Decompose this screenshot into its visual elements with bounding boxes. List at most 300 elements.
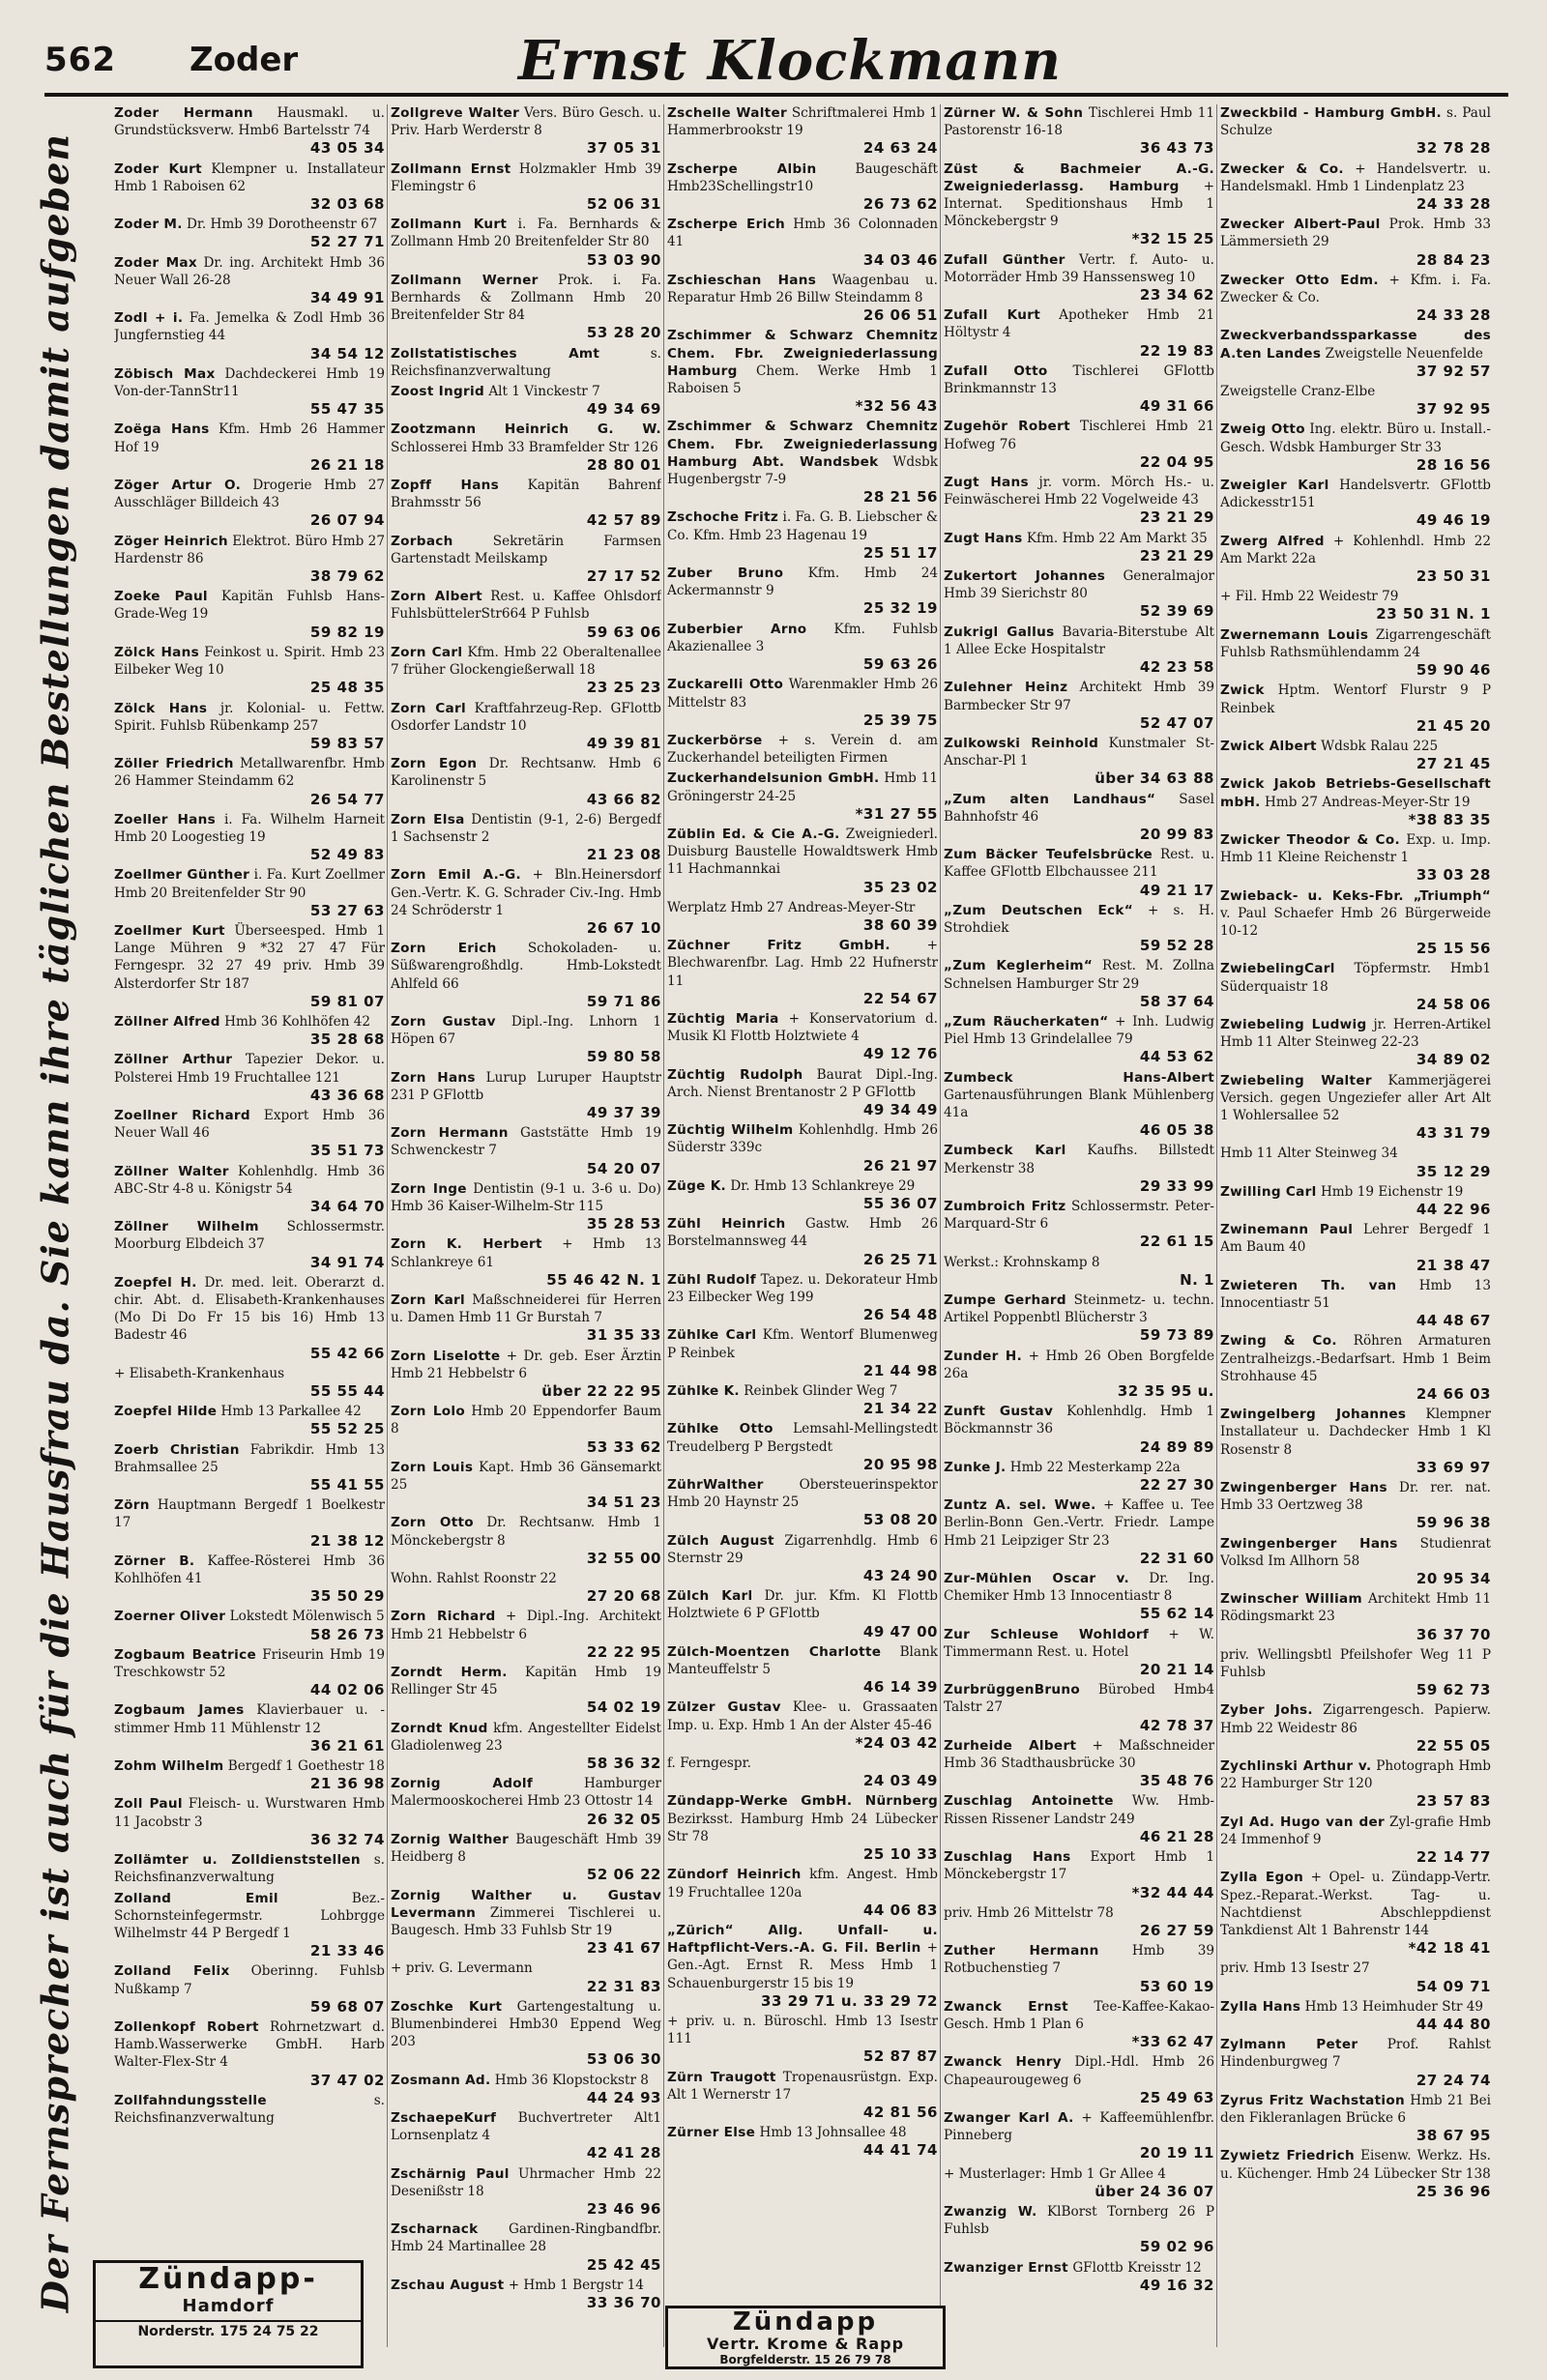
- entry-details: Fleisch- u. Wurstwaren Hmb 11 Jacobstr 3: [114, 1796, 385, 1830]
- entry-name: Züchtig Rudolph: [667, 1066, 803, 1083]
- entry-details: kfm. Angest. Hmb 19 Fruchtallee 120a: [667, 1867, 938, 1901]
- directory-entry: [114, 1107, 385, 1160]
- directory-entry: [1220, 216, 1491, 269]
- entry-name: Zwernemann Louis: [1220, 626, 1369, 643]
- directory-entry: [1220, 1757, 1491, 1811]
- entry-name: Züblin Ed. & Cie A.-G.: [667, 826, 840, 842]
- entry-details: + Dr. geb. Eser Ärztin Hmb 21 Hebbelstr 6: [391, 1348, 661, 1381]
- entry-name: Zywietz Friedrich: [1220, 2148, 1356, 2164]
- directory-entry: [114, 1757, 385, 1792]
- entry-name: ZurbrüggenBruno: [944, 1682, 1080, 1698]
- phone-number: 25 15 56: [1416, 940, 1491, 958]
- entry-details: + Kaffee u. Tee Berlin-Bonn Gen.-Vertr. Friedr. Lampe Hmb 21 Leipziger Str 23: [944, 1497, 1214, 1549]
- entry-name: Zwingenberger Hans: [1220, 1535, 1398, 1552]
- phone-number: 37 47 02: [309, 2071, 385, 2089]
- directory-entry: [944, 1292, 1214, 1345]
- directory-entry: [1220, 1535, 1491, 1588]
- entry-details: Hmb 11 Alter Steinweg 34: [1220, 1146, 1398, 1162]
- directory-entry: [944, 1348, 1214, 1401]
- directory-entry: [114, 1218, 385, 1271]
- entry-name: Züchtig Wilhelm: [667, 1122, 794, 1139]
- entry-details: Kaufhs. Billstedt Merkenstr 38: [944, 1143, 1214, 1176]
- directory-entry: [114, 104, 385, 158]
- directory-entry: [391, 1720, 661, 1773]
- entry-details: Gaststätte Hmb 19 Schwenckestr 7: [391, 1125, 661, 1159]
- phone-number: 59 02 96: [1139, 2238, 1214, 2256]
- entry-name: Zumpe Gerhard: [944, 1292, 1066, 1308]
- column-divider: [663, 104, 664, 2347]
- phone-number: 49 16 32: [1139, 2276, 1214, 2294]
- entry-details: Dr. Hmb 13 Schlankreye 29: [730, 1177, 916, 1194]
- entry-name: Zöllner Walter: [114, 1163, 229, 1179]
- entry-details: s. Reichsfinanzverwaltung: [114, 1852, 385, 1886]
- entry-name: Zollmann Werner: [391, 272, 539, 288]
- entry-name: Zwanck Ernst: [944, 1998, 1068, 2015]
- entry-name: Zorndt Herm.: [391, 1665, 508, 1681]
- entry-name: Zorn Richard: [391, 1609, 496, 1625]
- phone-number: 35 50 29: [309, 1587, 385, 1606]
- entry-details: Zigarrenhdlg. Hmb 6 Sternstr 29: [667, 1532, 938, 1566]
- phone-number: 21 23 08: [586, 846, 661, 864]
- entry-name: Züchtig Maria: [667, 1010, 779, 1027]
- phone-number: 36 37 70: [1416, 1625, 1491, 1643]
- directory-entry: [114, 533, 385, 586]
- phone-number: 33 69 97: [1416, 1458, 1491, 1476]
- entry-name: Zwinscher William: [1220, 1591, 1362, 1608]
- entry-name: Zwanzig W.: [944, 2203, 1037, 2220]
- phone-number: 42 81 56: [862, 2103, 938, 2121]
- ad-title: Zündapp-: [138, 2262, 318, 2296]
- entry-details: Sasel Bahnhofstr 46: [944, 791, 1214, 825]
- directory-entry: [944, 1459, 1214, 1494]
- entry-details: Hptm. Wentorf Flurstr 9 P Reinbek: [1220, 682, 1491, 716]
- phone-number: 37 92 57: [1416, 362, 1491, 380]
- directory-entry: [944, 1792, 1214, 1845]
- entry-details: Hausmakl. u. Grundstücksverw. Hmb6 Bartelsstr 74: [114, 105, 385, 139]
- directory-entry: [1220, 104, 1491, 158]
- entry-details: Buchvertreter Alt1 Lornsenplatz 4: [391, 2109, 661, 2144]
- directory-entry: [944, 735, 1214, 788]
- phone-number: 52 06 31: [586, 195, 661, 214]
- entry-name: Zoder Kurt: [114, 160, 202, 177]
- phone-number: 24 33 28: [1416, 195, 1491, 214]
- directory-entry: [944, 2259, 1214, 2294]
- phone-number: über 34 63 88: [1095, 769, 1214, 788]
- phone-number: 24 58 06: [1416, 995, 1491, 1013]
- phone-number: 25 39 75: [862, 711, 938, 729]
- directory-entry: [944, 363, 1214, 416]
- phone-number: 26 54 77: [309, 790, 385, 808]
- entry-name: Zweckbild - Hamburg GmbH.: [1220, 105, 1442, 121]
- entry-details: Reinbek Glinder Weg 7: [744, 1383, 898, 1400]
- directory-entry: [114, 644, 385, 697]
- entry-details: Kfm. Hmb 22 Oberaltenallee 7 früher Glockengießerwall 18: [391, 644, 661, 679]
- phone-number: 26 06 51: [862, 306, 938, 325]
- ad-subtitle: Vertr. Krome & Rapp: [706, 2335, 905, 2353]
- phone-number: 46 14 39: [862, 1678, 938, 1697]
- entry-name: Zurheide Albert: [944, 1737, 1077, 1754]
- entry-name: ZührWalther: [667, 1477, 764, 1494]
- phone-number: 23 46 96: [586, 2199, 661, 2218]
- entry-name: Zyber Johs.: [1220, 1702, 1313, 1719]
- directory-entry: [114, 1795, 385, 1848]
- entry-details: Gartengestaltung u. Blumenbinderei Hmb30 Eppend Weg 203: [391, 1998, 661, 2050]
- directory-entry: [114, 1013, 385, 1048]
- entry-details: Vertr. f. Auto- u. Motorräder Hmb 39 Hanssensweg 10: [944, 251, 1214, 285]
- entry-details: Dentistin (9-1 u. 3-6 u. Do) Hmb 36 Kaiser-Wilhelm-Str 115: [391, 1180, 661, 1214]
- phone-number: 32 03 68: [309, 195, 385, 214]
- directory-entry: [667, 1121, 938, 1175]
- directory-entry: [667, 1792, 938, 1863]
- entry-name: Zugt Hans: [944, 530, 1023, 546]
- entry-name: Zoder Hermann: [114, 105, 253, 121]
- phone-number: 52 27 71: [309, 233, 385, 251]
- entry-details: + Kfm. i. Fa. Zwecker & Co.: [1220, 272, 1491, 306]
- entry-details: Gardinen-Ringbandfbr. Hmb 24 Martinallee 28: [391, 2221, 661, 2255]
- phone-number: 23 34 62: [1139, 286, 1214, 305]
- phone-number: 22 54 67: [862, 989, 938, 1007]
- directory-entry: [944, 1403, 1214, 1456]
- entry-details: Sekretärin Farmsen Gartenstadt Meilskamp: [391, 533, 661, 566]
- entry-details: Klavierbauer u. -stimmer Hmb 11 Mühlenstr 12: [114, 1702, 385, 1736]
- entry-details: Kammerjägerei Versich. gegen Ungeziefer aller Art Alt 1 Wohlersallee 52: [1220, 1072, 1491, 1123]
- phone-number: 38 67 95: [1416, 2127, 1491, 2145]
- entry-details: Lurup Luruper Hauptstr 231 P GFlottb: [391, 1069, 661, 1103]
- phone-number: *32 15 25: [1131, 230, 1214, 248]
- entry-details: kfm. Angestellter Eidelst Gladiolenweg 23: [391, 1720, 661, 1754]
- entry-details: priv. Hmb 13 Isestr 27: [1220, 1960, 1370, 1977]
- directory-entry: [667, 1587, 938, 1640]
- phone-number: 43 66 82: [586, 790, 661, 808]
- directory-entry: [391, 383, 661, 418]
- entry-details: Hmb 21 Bei den Fikleranlagen Brücke 6: [1220, 2092, 1491, 2126]
- directory-entry: [944, 2203, 1214, 2256]
- directory-entry: [667, 104, 938, 158]
- directory-entry: [1220, 1221, 1491, 1274]
- entry-name: Zweig Otto: [1220, 421, 1305, 438]
- phone-number: 38 60 39: [862, 915, 938, 934]
- entry-details: Kapitän Fuhlsb Hans-Grade-Weg 19: [114, 589, 385, 623]
- entry-details: Apotheker Hmb 21 Höltystr 4: [944, 307, 1214, 341]
- directory-entry: [1220, 1814, 1491, 1867]
- entry-name: ZwiebelingCarl: [1220, 961, 1335, 977]
- entry-name: Zörner B.: [114, 1553, 195, 1569]
- phone-number: 43 05 34: [309, 139, 385, 158]
- entry-details: i. Fa. Wilhelm Harneit Hmb 20 Loogestieg 19: [114, 811, 385, 845]
- phone-number: 46 05 38: [1139, 1121, 1214, 1140]
- directory-entry: [391, 2109, 661, 2162]
- directory-entry: [944, 1848, 1214, 1901]
- entry-name: Zollenkopf Robert: [114, 2018, 259, 2035]
- phone-number: 43 36 68: [309, 1086, 385, 1104]
- phone-number: 22 27 30: [1139, 1476, 1214, 1495]
- entry-name: Zornig Walther u. Gustav Levermann: [391, 1887, 661, 1921]
- phone-number: 26 07 94: [309, 511, 385, 530]
- entry-name: Zyrus Fritz Wachstation: [1220, 2092, 1406, 2108]
- entry-name: Zoder Max: [114, 254, 197, 271]
- phone-number: 34 49 91: [309, 289, 385, 307]
- entry-name: Zollstatistisches Amt: [391, 345, 600, 362]
- entry-details: + Hmb 13 Schlankreye 61: [391, 1236, 661, 1270]
- entry-name: Züst & Bachmeier A.-G. Zweigniederlassg. Hamburg: [944, 160, 1214, 194]
- entry-name: Zugehör Robert: [944, 419, 1070, 435]
- directory-entry: [114, 1441, 385, 1495]
- directory-entry: [944, 791, 1214, 844]
- phone-number: 59 71 86: [586, 992, 661, 1010]
- entry-details: Bavaria-Biterstube Alt 1 Allee Ecke Hospitalstr: [944, 624, 1214, 657]
- phone-number: 59 63 06: [586, 623, 661, 641]
- entry-details: + Handelsvertr. u. Handelsmakl. Hmb 1 Lindenplatz 23: [1220, 160, 1491, 194]
- entry-details: Blank Manteuffelstr 5: [667, 1643, 938, 1678]
- directory-entry: [391, 1403, 661, 1456]
- entry-name: Zunft Gustav: [944, 1404, 1054, 1420]
- phone-number: *32 56 43: [855, 397, 938, 416]
- entry-details: Hamburger Malermooskocherei Hmb 23 Ottostr 14: [391, 1776, 661, 1810]
- directory-entry: [1220, 1479, 1491, 1532]
- entry-details: Hmb 13 Johnsallee 48: [759, 2125, 907, 2141]
- phone-number: 25 32 19: [862, 599, 938, 618]
- phone-number: 34 03 46: [862, 250, 938, 269]
- entry-name: Zoerner Oliver: [114, 1609, 226, 1625]
- entry-name: Zöbisch Max: [114, 365, 216, 382]
- entry-details: Werplatz Hmb 27 Andreas-Meyer-Str: [667, 899, 916, 915]
- phone-number: 25 36 96: [1416, 2182, 1491, 2200]
- entry-details: v. Paul Schaefer Hmb 26 Bürgerweide 10-12: [1220, 905, 1491, 939]
- entry-details: Hauptmann Bergedf 1 Boelkestr 17: [114, 1497, 385, 1531]
- header-keyword: Zoder: [190, 41, 299, 79]
- entry-name: Zoëga Hans: [114, 421, 210, 438]
- entry-details: Studienrat Volksd Im Allhorn 58: [1220, 1535, 1491, 1569]
- entry-details: Fa. Jemelka & Zodl Hmb 36 Jungfernstieg 44: [114, 310, 385, 344]
- entry-details: Tischlerei Hmb 21 Hofweg 76: [944, 419, 1214, 452]
- entry-details: Dachdeckerei Hmb 19 Von-der-TannStr11: [114, 365, 385, 400]
- entry-details: Zigarrengeschäft Fuhlsb Rathsmühlendamm 24: [1220, 626, 1491, 660]
- entry-name: Zuckerbörse: [667, 732, 763, 748]
- entry-name: Zwanziger Ernst: [944, 2259, 1068, 2276]
- phone-number: 54 02 19: [586, 1698, 661, 1717]
- directory-entry: [1220, 738, 1491, 772]
- phone-number: 23 50 31: [1416, 567, 1491, 586]
- directory-entry: [391, 1459, 661, 1512]
- directory-entry: [114, 1701, 385, 1755]
- phone-number: 23 50 31 N. 1: [1376, 605, 1491, 624]
- directory-entry: [1220, 1277, 1491, 1330]
- phone-number: 28 21 56: [862, 488, 938, 507]
- phone-number: 37 05 31: [586, 139, 661, 158]
- entry-details: Export Hmb 1 Mönckebergstr 17: [944, 1849, 1214, 1883]
- directory-entry: [667, 327, 938, 415]
- directory-entry: [391, 1180, 661, 1234]
- entry-details: GFlottb Kreisstr 12: [1072, 2259, 1202, 2276]
- entry-name: Zolland Felix: [114, 1963, 230, 1980]
- entry-details: Bez.-Schornsteinfegermstr. Lohbrgge Wilhelmstr 44 P Bergedf 1: [114, 1890, 385, 1941]
- phone-number: 24 66 03: [1416, 1385, 1491, 1404]
- directory-entry: [391, 588, 661, 641]
- entry-name: Zuntz A. sel. Wwe.: [944, 1497, 1096, 1514]
- phone-number: 49 39 81: [586, 734, 661, 752]
- entry-details: + Maßschneider Hmb 36 Stadthausbrücke 30: [944, 1737, 1214, 1772]
- phone-number: 59 80 58: [586, 1048, 661, 1066]
- entry-details: Architekt Hmb 11 Rödingsmarkt 23: [1220, 1591, 1491, 1625]
- directory-entry: [391, 755, 661, 808]
- entry-name: Zollgreve Walter: [391, 105, 520, 121]
- entry-name: Zoellner Richard: [114, 1107, 250, 1123]
- entry-name: Zorn K. Herbert: [391, 1236, 542, 1253]
- entry-details: Kaffee-Rösterei Hmb 36 Kohlhöfen 41: [114, 1553, 385, 1587]
- entry-details: Gastw. Hmb 26 Borstelmannsweg 44: [667, 1216, 938, 1250]
- entry-name: Zuschlag Antoinette: [944, 1793, 1114, 1810]
- phone-number: 33 29 71 u. 33 29 72: [761, 1991, 938, 2010]
- entry-details: Prok. Hmb 33 Lämmersieth 29: [1220, 217, 1491, 250]
- entry-name: Zollämter u. Zolldienststellen: [114, 1852, 361, 1869]
- entry-name: Zwing & Co.: [1220, 1333, 1337, 1350]
- directory-entry: [114, 1890, 385, 1960]
- entry-name: Zorn Carl: [391, 700, 466, 716]
- ad-title: Zündapp: [732, 2307, 879, 2336]
- directory-entry: [1220, 327, 1491, 380]
- entry-name: Zündapp-Werke GmbH. Nürnberg: [667, 1793, 938, 1810]
- entry-name: Zunke J.: [944, 1459, 1007, 1475]
- entry-details: Hmb 11 Gröningerstr 24-25: [667, 770, 938, 804]
- entry-name: Zuber Bruno: [667, 566, 784, 582]
- entry-details: Kapitän Hmb 19 Rellinger Str 45: [391, 1665, 661, 1698]
- directory-entry: [944, 1998, 1214, 2051]
- phone-number: 44 53 62: [1139, 1048, 1214, 1066]
- phone-number: 29 33 99: [1139, 1176, 1214, 1195]
- entry-details: Metallwarenfbr. Hmb 26 Hammer Steindamm 62: [114, 756, 385, 790]
- entry-details: Architekt Hmb 39 Barmbecker Str 97: [944, 680, 1214, 713]
- entry-details: Holzmakler Hmb 39 Flemingstr 6: [391, 160, 661, 194]
- directory-entry: [667, 1420, 938, 1473]
- phone-number: 32 78 28: [1416, 139, 1491, 158]
- phone-number: 22 55 05: [1416, 1736, 1491, 1755]
- entry-name: Zürner Else: [667, 2125, 756, 2141]
- phone-number: 24 33 28: [1416, 306, 1491, 325]
- phone-number: *31 27 55: [855, 804, 938, 823]
- entry-name: Zootzmann Heinrich G. W.: [391, 421, 661, 438]
- phone-number: 22 61 15: [1139, 1233, 1214, 1251]
- entry-name: Zschimmer & Schwarz Chemnitz Chem. Fbr. Zweigniederlassung Hamburg: [667, 328, 938, 379]
- entry-name: Zöllner Wilhelm: [114, 1219, 259, 1235]
- phone-number: 59 82 19: [309, 623, 385, 641]
- directory-entry: [944, 2165, 1214, 2200]
- entry-details: f. Ferngespr.: [667, 1756, 751, 1772]
- directory-entry: [1220, 2036, 1491, 2089]
- directory-column-3: [667, 104, 938, 2328]
- entry-details: Werkst.: Krohnskamp 8: [944, 1254, 1100, 1270]
- directory-entry: [391, 1998, 661, 2069]
- phone-number: 23 21 29: [1139, 508, 1214, 527]
- phone-number: *24 03 42: [855, 1733, 938, 1752]
- entry-name: Zufall Günther: [944, 251, 1065, 268]
- phone-number: 44 41 74: [862, 2141, 938, 2160]
- directory-entry: [1220, 1869, 1491, 1957]
- phone-number: 54 09 71: [1416, 1977, 1491, 1995]
- entry-details: Rest. u. Kaffee GFlottb Elbchaussee 211: [944, 847, 1214, 881]
- directory-entry: [114, 160, 385, 214]
- entry-name: Zulkowski Reinhold: [944, 735, 1099, 751]
- phone-number: 53 28 20: [586, 324, 661, 342]
- directory-entry: [114, 365, 385, 419]
- directory-entry: [391, 1570, 661, 1605]
- directory-entry: [391, 533, 661, 586]
- phone-number: 27 17 52: [586, 567, 661, 586]
- phone-number: 22 31 60: [1139, 1549, 1214, 1567]
- directory-entry: [667, 1866, 938, 1919]
- directory-entry: [391, 421, 661, 474]
- entry-name: Zuther Hermann: [944, 1943, 1099, 1959]
- phone-number: 59 90 46: [1416, 661, 1491, 680]
- entry-name: Zorn Emil A.-G.: [391, 867, 521, 884]
- phone-number: 20 21 14: [1139, 1661, 1214, 1679]
- directory-entry: [667, 1177, 938, 1212]
- entry-name: Zufall Kurt: [944, 307, 1040, 324]
- directory-entry: [114, 1496, 385, 1550]
- phone-number: 53 03 90: [586, 250, 661, 269]
- phone-number: 52 39 69: [1139, 602, 1214, 621]
- entry-name: Zorn Egon: [391, 756, 478, 772]
- entry-name: Zwieteren Th. van: [1220, 1277, 1397, 1293]
- entry-name: Zwerg Alfred: [1220, 533, 1325, 549]
- directory-entry: [114, 1403, 385, 1437]
- entry-details: Überseesped. Hmb 1 Lange Mühren 9 *32 27 47 Für Ferngespr. 32 27 49 priv. Hmb 39 Alsterdorfer Str 187: [114, 922, 385, 992]
- entry-details: + Bln.Heinersdorf Gen.-Vertr. K. G. Schrader Civ.-Ing. Hmb 24 Schröderstr 1: [391, 867, 661, 918]
- directory-entry: [114, 2018, 385, 2089]
- phone-number: 36 43 73: [1139, 139, 1214, 158]
- directory-entry: [667, 1476, 938, 1529]
- directory-entry: [944, 1626, 1214, 1679]
- entry-details: s. Reichsfinanzverwaltung: [391, 345, 661, 379]
- directory-entry: [114, 1608, 385, 1642]
- directory-entry: [1220, 775, 1491, 828]
- entry-details: + s. H. Strohdiek: [944, 902, 1214, 936]
- phone-number: 46 21 28: [1139, 1827, 1214, 1845]
- phone-number: 55 55 44: [309, 1382, 385, 1401]
- column-divider: [1216, 104, 1217, 2347]
- directory-entry: [944, 160, 1214, 248]
- directory-entry: [944, 251, 1214, 305]
- directory-entry: [1220, 960, 1491, 1013]
- entry-details: Bürobed Hmb4 Talstr 27: [944, 1682, 1214, 1716]
- phone-number: 53 08 20: [862, 1511, 938, 1529]
- directory-entry: [1220, 1959, 1491, 1994]
- entry-details: Schlossermstr. Peter-Marquard-Str 6: [944, 1198, 1214, 1233]
- directory-entry: [391, 1514, 661, 1567]
- directory-entry: [1220, 887, 1491, 958]
- directory-entry: [391, 2165, 661, 2219]
- directory-entry: [114, 216, 385, 250]
- entry-name: Zur-Mühlen Oscar v.: [944, 1571, 1129, 1587]
- entry-details: Dr. ing. Architekt Hmb 36 Neuer Wall 26-28: [114, 254, 385, 288]
- directory-entry: [1220, 2147, 1491, 2200]
- entry-details: Ww. Hmb-Rissen Rissener Landstr 249: [944, 1793, 1214, 1827]
- directory-entry: [391, 644, 661, 697]
- directory-entry: [667, 732, 938, 767]
- entry-details: Dipl.-Hdl. Hmb 26 Chapeaurougeweg 6: [944, 2054, 1214, 2088]
- entry-details: Chem. Werke Hmb 1 Raboisen 5: [667, 363, 938, 397]
- directory-entry: [667, 2124, 938, 2159]
- directory-entry: [667, 508, 938, 562]
- entry-name: Zylla Hans: [1220, 1998, 1301, 2015]
- entry-details: Steinmetz- u. techn. Artikel Poppenbtl Blücherstr 3: [944, 1292, 1214, 1326]
- entry-name: Zollfahndungsstelle: [114, 2092, 267, 2108]
- entry-name: Zwick Jakob Betriebs-Gesellschaft mbH.: [1220, 776, 1491, 810]
- entry-details: Kapt. Hmb 36 Gänsemarkt 25: [391, 1459, 661, 1494]
- entry-details: Hmb 13 Parkallee 42: [220, 1404, 362, 1420]
- entry-details: Exp. u. Imp. Hmb 11 Kleine Reichenstr 1: [1220, 831, 1491, 866]
- entry-name: Zürn Traugott: [667, 2069, 776, 2085]
- phone-number: 26 21 97: [862, 1156, 938, 1175]
